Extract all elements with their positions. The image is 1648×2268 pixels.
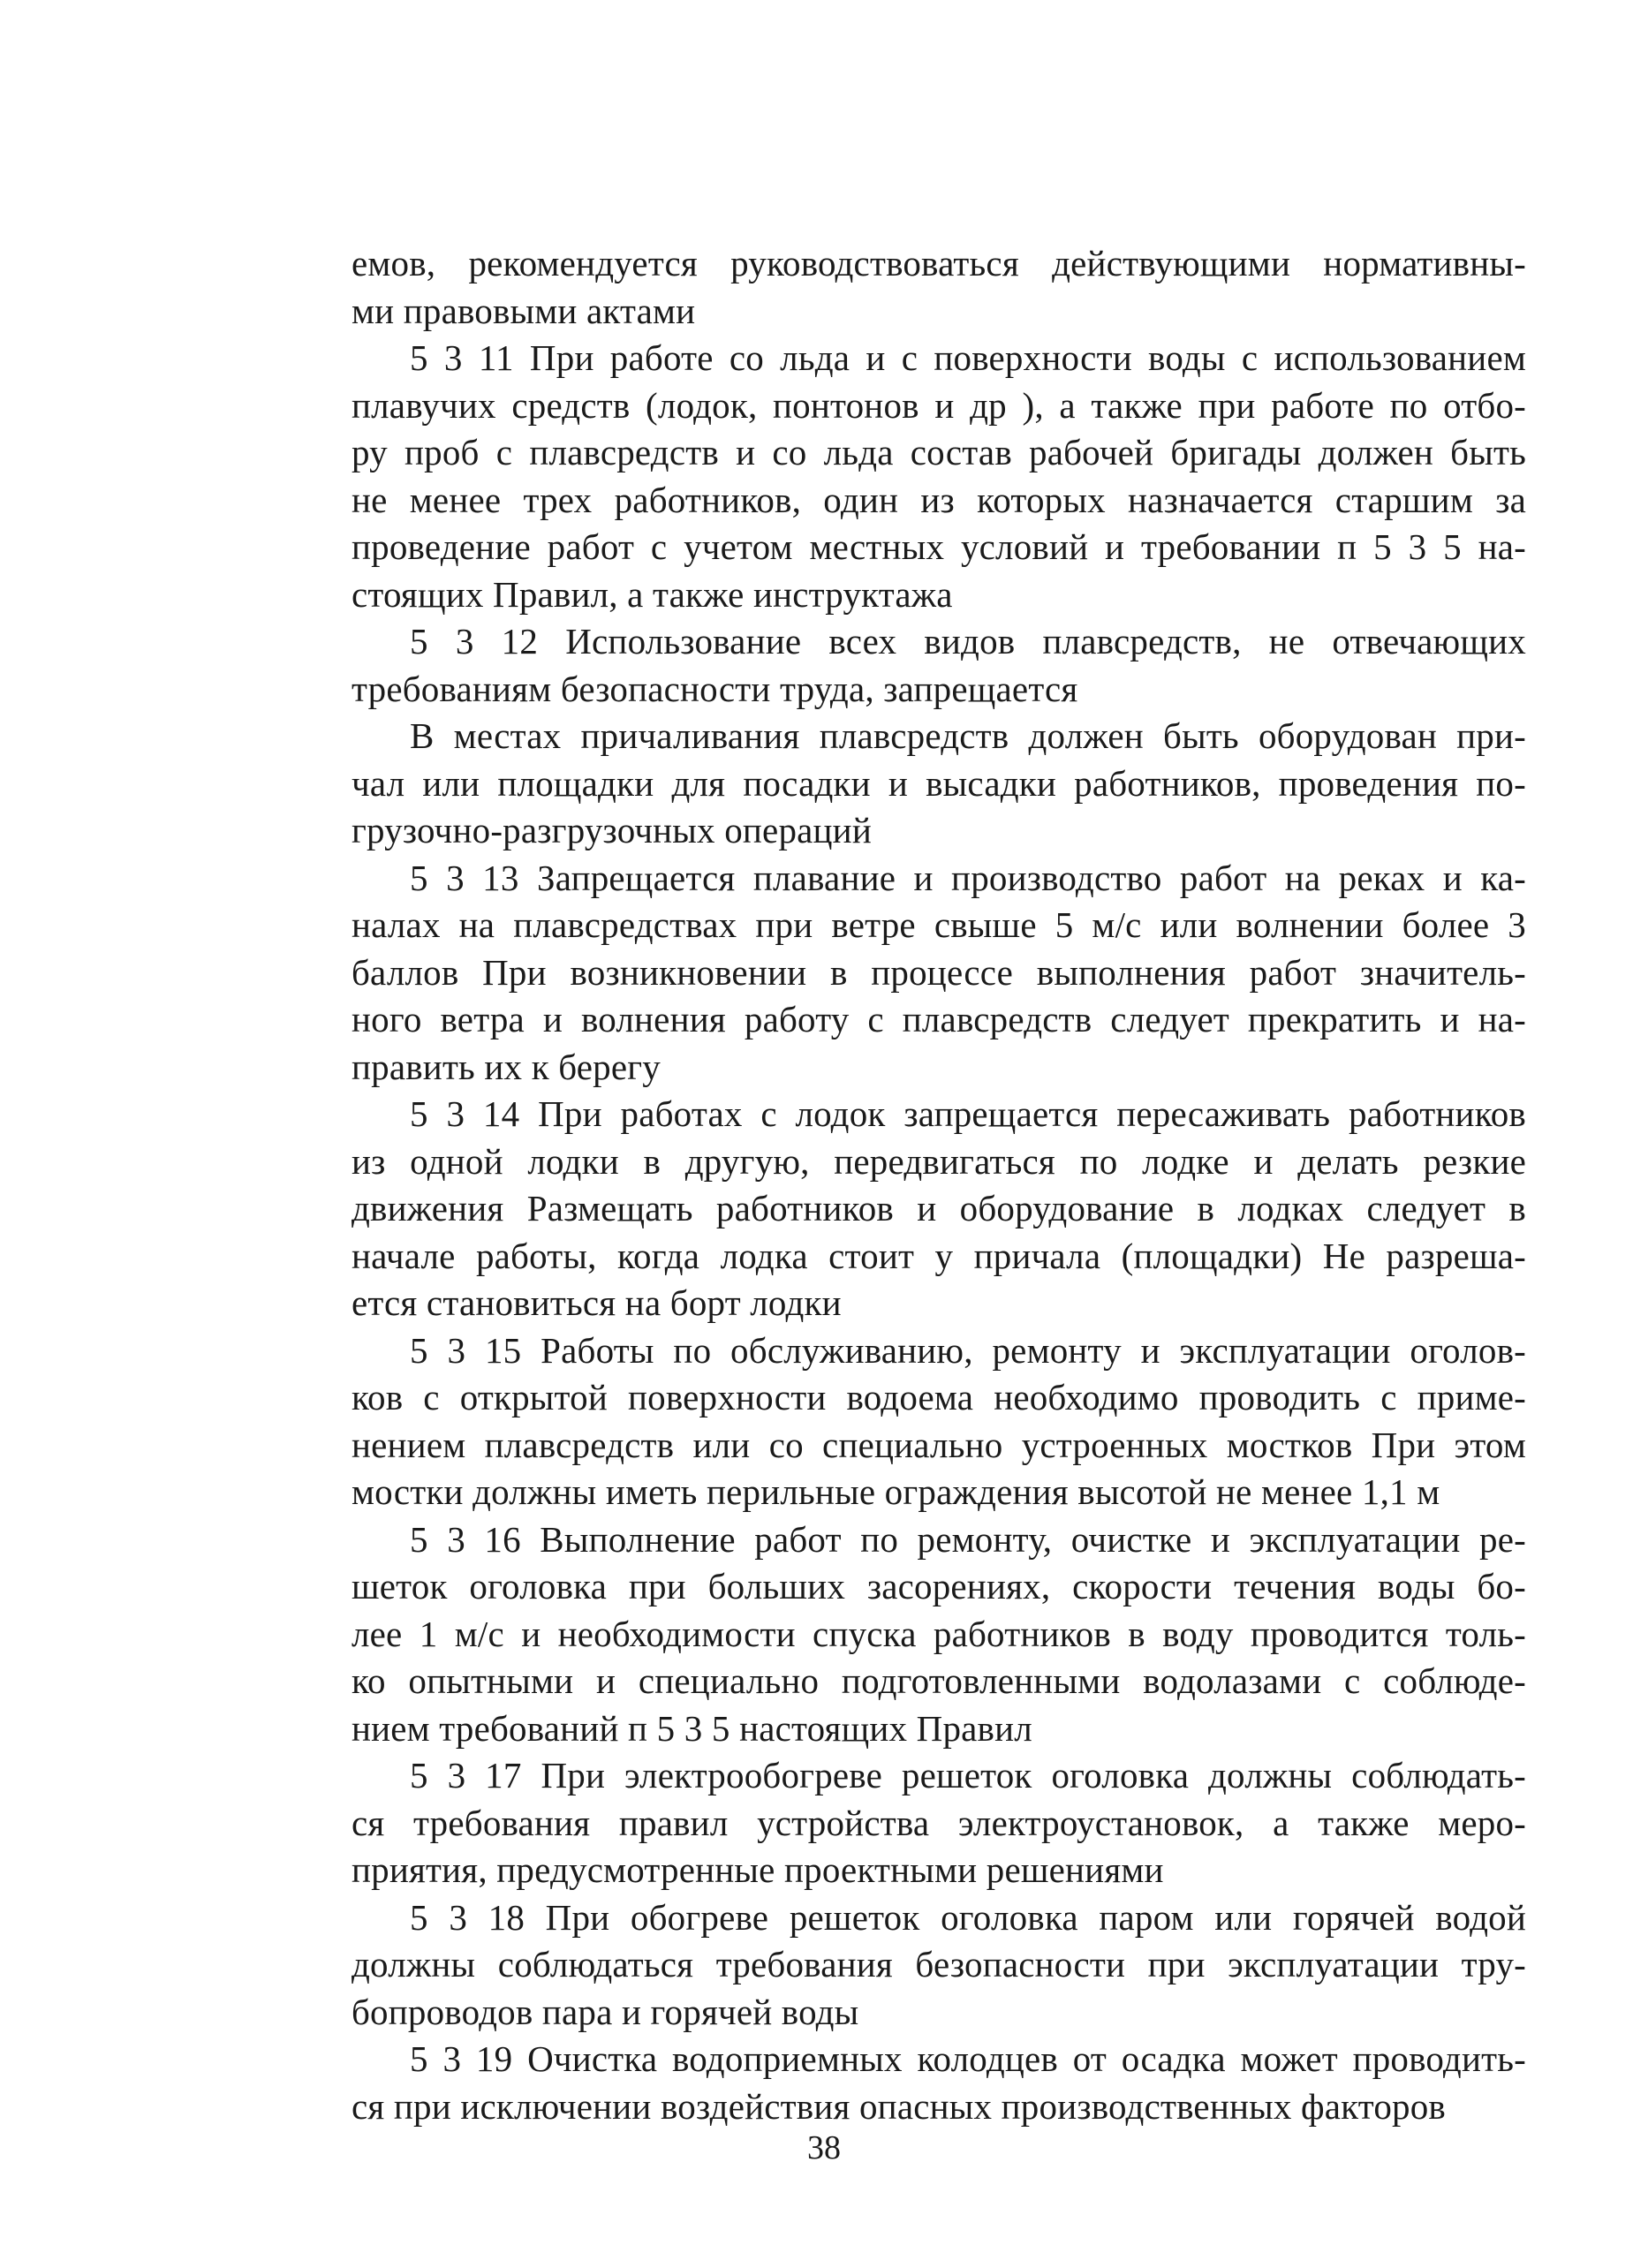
text-line: налах на плавсредствах при ветре свыше 5 м/с или волнении более 3 — [352, 904, 1526, 945]
text-line: ру проб с плавсредств и со льда состав рабочей бригады должен быть — [352, 432, 1526, 472]
text-line: бопроводов пара и горячей воды — [352, 1991, 859, 2032]
text-line: 5 3 15 Работы по обслуживанию, ремонту и эксплуатации оголов- — [410, 1329, 1526, 1371]
text-line: грузочно-разгрузочных операций — [352, 810, 872, 850]
text-line: из одной лодки в другую, передвигаться по лодке и делать резкие — [352, 1140, 1526, 1182]
text-line: не менее трех работников, один из которых назначается старшим за — [352, 479, 1526, 520]
page-number: 38 — [807, 2129, 841, 2166]
text-line: лее 1 м/с и необходимости спуска работников в воду проводится толь- — [352, 1613, 1526, 1654]
text-line: мостки должны иметь перильные ограждения высотой не менее 1,1 м — [352, 1471, 1440, 1512]
text-line: приятия, предусмотренные проектными решениями — [352, 1849, 1164, 1890]
text-line: ко опытными и специально подготовленными водолазами с соблюде- — [352, 1660, 1526, 1701]
text-line: ми правовыми актами — [352, 290, 696, 331]
text-line: 5 3 12 Использование всех видов плавсредств, не отвечающих — [410, 621, 1526, 662]
body-text — [352, 240, 1526, 2130]
text-line: ков с открытой поверхности водоема необходимо проводить с приме- — [352, 1377, 1526, 1418]
text-line: В местах причаливания плавсредств должен быть оборудован при- — [410, 715, 1526, 756]
text-line: стоящих Правил, а также инструктажа — [352, 573, 953, 615]
text-line: ся требования правил устройства электроустановок, а также меро- — [352, 1802, 1526, 1843]
text-line: 5 3 11 При работе со льда и с поверхности воды с использованием — [410, 337, 1526, 378]
text-line: нием требований п 5 3 5 настоящих Правил — [352, 1707, 1032, 1749]
text-line: ного ветра и волнения работу с плавсредств следует прекратить и на- — [352, 999, 1526, 1040]
text-line: 5 3 14 При работах с лодок запрещается пересаживать работников — [410, 1093, 1526, 1134]
text-line: проведение работ с учетом местных условий и требовании п 5 3 5 на- — [352, 526, 1526, 567]
text-line: должны соблюдаться требования безопасности при эксплуатации тру- — [352, 1944, 1526, 1984]
text-line: 5 3 13 Запрещается плавание и производство работ на реках и ка- — [410, 857, 1526, 898]
text-line: 5 3 16 Выполнение работ по ремонту, очистке и эксплуатации ре- — [410, 1518, 1526, 1560]
text-line: нением плавсредств или со специально устроенных мостков При этом — [352, 1424, 1526, 1465]
text-line: требованиям безопасности труда, запрещается — [352, 668, 1078, 709]
text-line: баллов При возникновении в процессе выполнения работ значитель- — [352, 951, 1526, 993]
text-line: 5 3 18 При обогреве решеток оголовка паром или горячей водой — [410, 1896, 1526, 1938]
text-line: править их к берегу — [352, 1046, 661, 1087]
text-line: ется становиться на борт лодки — [352, 1282, 842, 1323]
text-line: чал или площадки для посадки и высадки работников, проведения по- — [352, 762, 1526, 804]
text-line: шеток оголовка при больших засорениях, скорости течения воды бо- — [352, 1566, 1526, 1606]
text-line: начале работы, когда лодка стоит у причала (площадки) Не разреша- — [352, 1235, 1526, 1276]
text-line: 5 3 17 При электрообогреве решеток оголовка должны соблюдать- — [410, 1755, 1526, 1796]
text-line: ся при исключении воздействия опасных производственных факторов — [352, 2085, 1446, 2127]
text-line: движения Размещать работников и оборудование в лодках следует в — [352, 1188, 1526, 1228]
text-line: 5 3 19 Очистка водоприемных колодцев от осадка может проводить- — [410, 2038, 1526, 2079]
text-line: емов, рекомендуется руководствоваться действующими нормативны- — [352, 243, 1526, 284]
text-line: плавучих средств (лодок, понтонов и др ), а также при работе по отбо- — [352, 384, 1526, 426]
